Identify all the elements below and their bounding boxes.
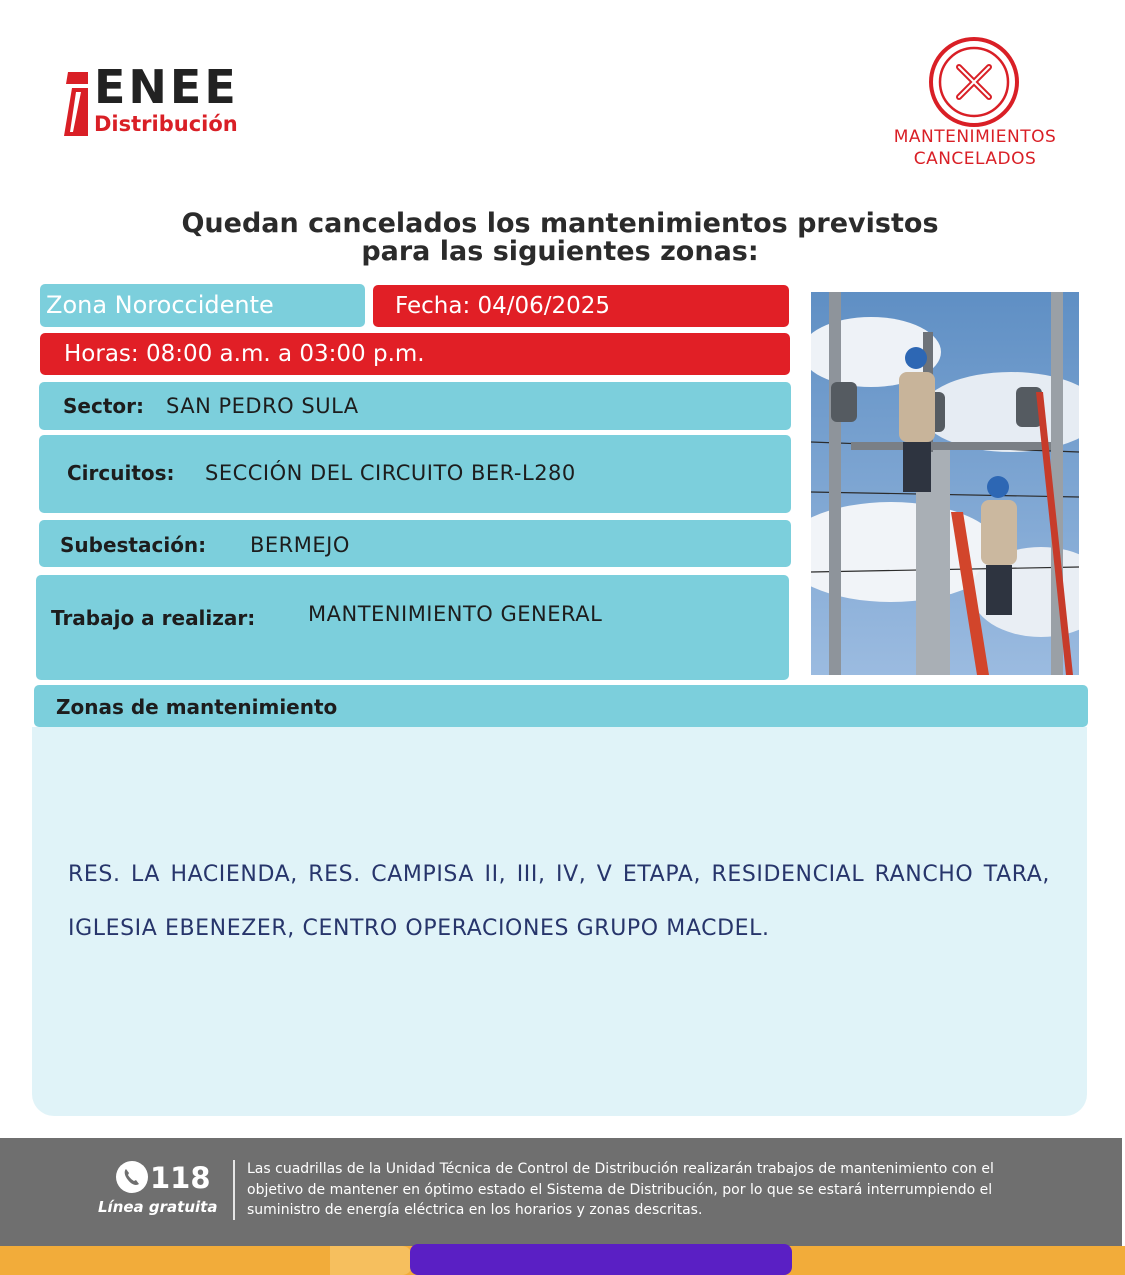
enee-logo-subtext: Distribución — [94, 112, 238, 136]
phone-icon — [115, 1160, 149, 1194]
zona-badge: Zona Noroccidente — [40, 284, 365, 327]
bottom-bar-purple — [410, 1244, 792, 1275]
circuitos-label: Circuitos: — [67, 461, 175, 485]
phone-label: Línea gratuita — [98, 1198, 218, 1216]
circuitos-value: SECCIÓN DEL CIRCUITO BER-L280 — [205, 461, 576, 485]
subestacion-label: Subestación: — [60, 533, 207, 557]
sector-value: SAN PEDRO SULA — [166, 394, 359, 418]
trabajo-label: Trabajo a realizar: — [51, 606, 256, 630]
sector-label: Sector: — [63, 394, 144, 418]
horas-badge: Horas: 08:00 a.m. a 03:00 p.m. — [40, 333, 790, 375]
phone-number: 118 — [150, 1161, 211, 1195]
linemen-photo — [811, 292, 1079, 675]
zonas-header-label: Zonas de mantenimiento — [56, 695, 338, 719]
cancel-badge-line2: CANCELADOS — [913, 149, 1037, 169]
cancel-badge-label — [860, 126, 1090, 170]
circuitos-row — [39, 435, 791, 513]
cancel-x-icon — [928, 36, 1020, 128]
sector-row — [39, 382, 791, 430]
headline-line2: para las siguientes zonas: — [361, 236, 759, 267]
footer-text: Las cuadrillas de la Unidad Técnica de Control de Distribución realizarán trabajos de mantenimiento con el objetivo de mantener en óptimo estado el Sistema de Distribución, por lo que se estará interrumpiendo el suministro de energía eléctrica en los horarios y zonas descritas. — [247, 1161, 994, 1218]
zonas-list: RES. LA HACIENDA, RES. CAMPISA II, III, IV, V ETAPA, RESIDENCIAL RANCHO TARA, IGLESIA EBENEZER, CENTRO OPERACIONES GRUPO MACDEL. — [68, 862, 1050, 941]
zonas-header — [34, 685, 1088, 727]
trabajo-value: MANTENIMIENTO GENERAL — [308, 602, 603, 626]
page-title — [100, 210, 1020, 266]
footer-divider — [233, 1160, 235, 1220]
enee-logo-text: ENEE — [94, 60, 239, 114]
fecha-badge: Fecha: 04/06/2025 — [373, 285, 789, 327]
cancel-badge-line1: MANTENIMIENTOS — [893, 127, 1057, 147]
headline-line1: Quedan cancelados los mantenimientos previstos — [181, 208, 939, 239]
subestacion-row — [39, 520, 791, 567]
enee-logo-mark-icon — [64, 72, 88, 136]
trabajo-row — [36, 575, 789, 680]
subestacion-value: BERMEJO — [250, 533, 350, 557]
bottom-bar-light — [330, 1246, 412, 1275]
